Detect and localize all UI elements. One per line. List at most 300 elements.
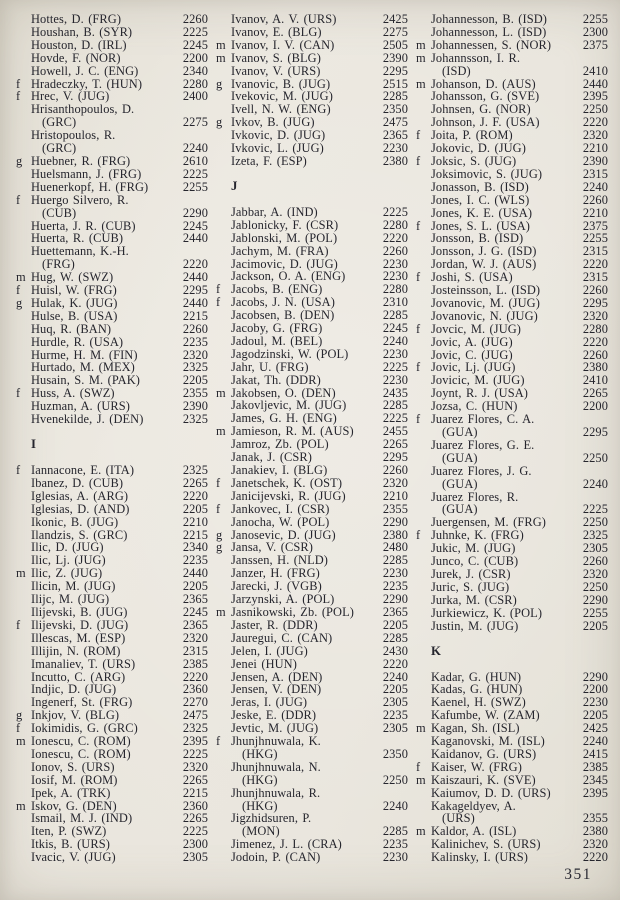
rating-entry — [216, 787, 408, 800]
elo-rating: 2280 — [182, 76, 208, 91]
player-name: Jamieson, R. M. (AUS) — [231, 424, 354, 439]
elo-rating: 2260 — [582, 347, 608, 362]
elo-rating: 2240 — [382, 669, 408, 684]
elo-rating: 2415 — [582, 746, 608, 761]
player-name: Josteinsson, L. (ISD) — [431, 283, 541, 298]
elo-rating: 2325 — [582, 528, 608, 543]
elo-rating: 2230 — [382, 850, 408, 865]
elo-rating: 2290 — [582, 669, 608, 684]
player-country: (GUA) — [442, 450, 478, 465]
player-name: Huerta, J. R. (CUB) — [31, 218, 136, 233]
title-flag: g — [16, 153, 23, 168]
rating-entry — [216, 39, 408, 52]
player-name: Hrisanthopoulos, D. — [31, 102, 135, 117]
title-flag: f — [416, 321, 421, 336]
player-name: Howell, J. C. (ENG) — [31, 63, 139, 78]
player-name: Jones, I. C. (WLS) — [431, 192, 530, 207]
rating-entry — [216, 851, 408, 864]
elo-rating: 2225 — [182, 166, 208, 181]
player-name: Ivanov, A. V. (URS) — [231, 12, 337, 26]
rating-entry — [16, 748, 208, 761]
player-name: Ivanov, I. V. (CAN) — [231, 37, 335, 52]
player-name: Jakovljevic, M. (JUG) — [231, 398, 347, 413]
player-name: Kaenel, H. (SWZ) — [431, 695, 526, 710]
title-flag: f — [216, 734, 221, 749]
page-number: 351 — [564, 866, 592, 883]
elo-rating: 2435 — [382, 385, 408, 400]
elo-rating: 2240 — [582, 179, 608, 194]
rating-entry — [216, 645, 408, 658]
player-name: Jhunjhnuwala, K. — [231, 734, 321, 749]
elo-rating: 2440 — [182, 270, 208, 285]
player-name: Johanson, D. (AUS) — [431, 76, 536, 91]
player-name: Jonasson, B. (ISD) — [431, 179, 529, 194]
elo-rating: 2205 — [382, 617, 408, 632]
player-name: Jovic, C. (JUG) — [431, 347, 513, 362]
elo-rating: 2230 — [582, 695, 608, 710]
player-name: Jordan, W. J. (AUS) — [431, 257, 537, 272]
elo-rating: 2290 — [582, 592, 608, 607]
rating-entry — [216, 606, 408, 619]
title-flag: m — [216, 50, 226, 65]
player-name: Juhnke, K. (FRG) — [431, 528, 524, 543]
player-name: Huss, A. (SWZ) — [31, 386, 115, 401]
elo-rating: 2225 — [382, 359, 408, 374]
player-name: Ivell, N. W. (ENG) — [231, 102, 331, 117]
title-flag: f — [16, 721, 21, 736]
elo-rating: 2225 — [182, 746, 208, 761]
title-flag: m — [16, 270, 26, 285]
rating-entry — [16, 464, 208, 477]
player-name: Huebner, R. (FRG) — [31, 153, 131, 168]
column-1 — [16, 13, 208, 864]
rating-entry — [216, 155, 408, 168]
player-name: Juarez Flores, R. — [431, 489, 519, 504]
rating-entry — [416, 155, 608, 168]
section-header-K: K — [431, 643, 442, 658]
player-name: Illijin, N. (ROM) — [31, 643, 121, 658]
rating-entry — [216, 464, 408, 477]
elo-rating: 2300 — [582, 24, 608, 39]
player-name: Ingenerf, St. (FRG) — [31, 695, 133, 710]
player-name: Husain, S. M. (PAK) — [31, 373, 140, 388]
player-country: (GUA) — [442, 425, 478, 439]
title-flag: f — [16, 76, 21, 91]
elo-rating: 2235 — [382, 708, 408, 723]
elo-rating: 2320 — [582, 128, 608, 143]
title-flag: f — [216, 295, 221, 310]
elo-rating: 2305 — [182, 850, 208, 865]
title-flag: f — [416, 128, 421, 143]
title-flag: g — [16, 295, 23, 310]
player-name: Janicijevski, R. (JUG) — [231, 488, 346, 503]
rating-entry — [416, 568, 608, 581]
player-name: Hulse, B. (USA) — [31, 308, 118, 323]
rating-entry — [16, 13, 208, 26]
elo-rating: 2610 — [182, 153, 208, 168]
player-name: Illescas, M. (ESP) — [31, 630, 126, 645]
player-name: Jovanovic, N. (JUG) — [431, 308, 538, 323]
player-name: Jonsson, B. (ISD) — [431, 231, 524, 246]
player-name: Jigzhidsuren, P. — [231, 811, 312, 826]
player-name: Jurka, M. (CSR) — [431, 592, 517, 607]
elo-rating: 2260 — [182, 321, 208, 336]
elo-rating: 2320 — [582, 308, 608, 323]
player-name: Jarzynski, A. (POL) — [231, 592, 335, 607]
player-name: Jukic, M. (JUG) — [431, 541, 516, 556]
rating-entry — [416, 581, 608, 594]
elo-rating: 2260 — [582, 554, 608, 569]
rating-entry — [16, 787, 208, 800]
elo-rating: 2295 — [382, 450, 408, 465]
elo-rating: 2320 — [382, 475, 408, 490]
rating-entry — [16, 851, 208, 864]
rating-entry — [416, 439, 608, 452]
player-name: Jauregui, C. (CAN) — [231, 630, 333, 645]
player-name: Johannesson, B. (ISD) — [431, 12, 548, 26]
elo-rating: 2325 — [182, 721, 208, 736]
player-name: Imanaliev, T. (URS) — [31, 656, 136, 671]
player-name: Jadoul, M. (BEL) — [231, 333, 323, 348]
elo-rating: 2210 — [182, 514, 208, 529]
elo-rating: 2410 — [582, 63, 608, 78]
player-name: Janosevic, D. (JUG) — [231, 527, 336, 542]
elo-rating: 2350 — [382, 102, 408, 117]
player-name: Jenei (HUN) — [231, 656, 297, 671]
player-name: Kaidanov, G. (URS) — [431, 746, 537, 761]
elo-rating: 2255 — [582, 605, 608, 620]
player-name: Hug, W. (SWZ) — [31, 270, 114, 285]
player-name: Jones, S. L. (USA) — [431, 218, 531, 233]
rating-entry — [16, 477, 208, 490]
elo-rating: 2230 — [382, 141, 408, 156]
elo-rating: 2285 — [382, 824, 408, 839]
player-name: Jurkiewicz, K. (POL) — [431, 605, 543, 620]
player-name: Kaldor, A. (ISL) — [431, 824, 517, 839]
player-name: Kafumbe, W. (ZAM) — [431, 708, 540, 723]
player-name: Jasnikowski, Zb. (POL) — [231, 604, 354, 619]
player-name: Juarez Flores, G. E. — [431, 437, 535, 452]
elo-rating: 2380 — [382, 527, 408, 542]
elo-rating: 2275 — [182, 115, 208, 130]
elo-rating: 2240 — [182, 141, 208, 156]
title-flag: g — [216, 527, 223, 542]
player-name: Ismail, M. J. (IND) — [31, 811, 133, 826]
elo-rating: 2320 — [582, 837, 608, 852]
title-flag: f — [16, 386, 21, 401]
elo-rating: 2290 — [182, 205, 208, 220]
player-name: Jeras, I. (JUG) — [231, 695, 308, 710]
title-flag: m — [16, 734, 26, 749]
elo-rating: 2395 — [182, 734, 208, 749]
player-name: Jodoin, P. (CAN) — [231, 850, 321, 865]
elo-rating: 2220 — [182, 488, 208, 503]
elo-rating: 2340 — [182, 63, 208, 78]
rating-entry — [216, 735, 408, 748]
elo-rating: 2210 — [382, 488, 408, 503]
elo-rating: 2285 — [382, 89, 408, 104]
elo-rating: 2265 — [382, 437, 408, 452]
player-name: Ilic, Lj. (JUG) — [31, 553, 106, 568]
title-flag: m — [16, 566, 26, 581]
elo-rating: 2375 — [582, 218, 608, 233]
player-name: Jacobs, J. N. (USA) — [231, 295, 335, 310]
player-name: Jablonicky, F. (CSR) — [231, 217, 339, 232]
title-flag: f — [216, 475, 221, 490]
rating-entry — [216, 13, 408, 26]
player-name: Ikonic, B. (JUG) — [31, 514, 119, 529]
title-flag: m — [416, 721, 426, 736]
elo-rating: 2245 — [182, 37, 208, 52]
elo-rating: 2390 — [182, 399, 208, 414]
elo-rating: 2365 — [382, 604, 408, 619]
elo-rating: 2365 — [382, 128, 408, 143]
elo-rating: 2325 — [182, 412, 208, 427]
elo-rating: 2240 — [382, 333, 408, 348]
player-name: Janocha, W. (POL) — [231, 514, 330, 529]
player-country: (CUB) — [42, 205, 77, 220]
player-name: Jacimovic, D. (JUG) — [231, 256, 338, 271]
elo-rating: 2380 — [582, 824, 608, 839]
rating-entry — [416, 748, 608, 761]
elo-rating: 2305 — [382, 695, 408, 710]
elo-rating: 2395 — [582, 89, 608, 104]
elo-rating: 2200 — [582, 682, 608, 697]
player-name: Inkjov, V. (BLG) — [31, 708, 120, 723]
player-name: Jimenez, J. L. (CRA) — [231, 837, 342, 852]
elo-rating: 2385 — [182, 656, 208, 671]
player-name: Jakat, Th. (DDR) — [231, 372, 321, 387]
player-name: Ilic, D. (JUG) — [31, 540, 104, 555]
player-name: Ilijevski, D. (JUG) — [31, 617, 129, 632]
elo-rating: 2270 — [182, 695, 208, 710]
player-name: Huergo Silvero, R. — [31, 192, 129, 207]
player-name: Joksimovic, S. (JUG) — [431, 166, 543, 181]
player-country: (URS) — [442, 811, 475, 826]
player-name: Jovanovic, M. (JUG) — [431, 295, 540, 310]
rating-entry — [216, 232, 408, 245]
title-flag: m — [416, 824, 426, 839]
elo-rating: 2325 — [182, 463, 208, 477]
player-name: Hovde, F. (NOR) — [31, 50, 121, 65]
player-name: Izeta, F. (ESP) — [231, 153, 307, 168]
title-flag: m — [416, 37, 426, 52]
elo-rating: 2295 — [382, 63, 408, 78]
elo-rating: 2430 — [382, 643, 408, 658]
rating-entry — [216, 335, 408, 348]
player-name: Janssen, H. (NLD) — [231, 553, 329, 568]
elo-rating: 2225 — [182, 24, 208, 39]
player-name: Huisl, W. (FRG) — [31, 283, 117, 298]
elo-rating: 2285 — [382, 630, 408, 645]
elo-rating: 2285 — [382, 398, 408, 413]
rating-entry — [216, 219, 408, 232]
player-name: Ivanov, E. (BLG) — [231, 24, 322, 39]
player-name: Kalinichev, S. (URS) — [431, 837, 541, 852]
player-name: Jelen, I. (JUG) — [231, 643, 308, 658]
rating-entry — [16, 413, 208, 426]
elo-rating: 2220 — [382, 656, 408, 671]
rating-entry — [16, 155, 208, 168]
rating-entry — [216, 206, 408, 219]
rating-entry-continuation — [16, 207, 208, 220]
rating-entry — [216, 374, 408, 387]
player-name: Janak, J. (CSR) — [231, 450, 312, 465]
player-name: Huenerkopf, H. (FRG) — [31, 179, 149, 194]
player-name: Jabbar, A. (IND) — [231, 204, 318, 219]
elo-rating: 2230 — [382, 256, 408, 271]
elo-rating: 2265 — [182, 772, 208, 787]
player-name: Iten, P. (SWZ) — [31, 824, 107, 839]
elo-rating: 2305 — [382, 721, 408, 736]
elo-rating: 2220 — [582, 257, 608, 272]
player-name: Houshan, B. (SYR) — [31, 24, 133, 39]
elo-rating: 2280 — [382, 217, 408, 232]
player-name: Johannesson, L. (ISD) — [431, 24, 547, 39]
player-country: (HKG) — [242, 772, 278, 787]
rating-entry — [216, 761, 408, 774]
rating-entry — [216, 322, 408, 335]
player-name: Ilic, Z. (JUG) — [31, 566, 103, 581]
elo-rating: 2205 — [582, 708, 608, 723]
elo-rating: 2220 — [382, 230, 408, 245]
rating-entry — [416, 52, 608, 65]
rating-entry — [416, 310, 608, 323]
player-name: Kadas, G. (HUN) — [431, 682, 523, 697]
title-flag: f — [416, 270, 421, 285]
elo-rating: 2355 — [382, 501, 408, 516]
rating-entry — [216, 477, 408, 490]
player-name: Jensen, A. (DEN) — [231, 669, 323, 684]
player-name: Juergensen, M. (FRG) — [431, 515, 546, 530]
elo-rating: 2245 — [182, 218, 208, 233]
elo-rating: 2425 — [382, 12, 408, 26]
rating-entry — [16, 632, 208, 645]
section-header-I: I — [31, 437, 37, 451]
player-name: Jarecki, J. (VGB) — [231, 579, 322, 594]
player-name: Jovic, Lj. (JUG) — [431, 360, 516, 375]
elo-rating: 2385 — [582, 759, 608, 774]
rating-entry — [16, 735, 208, 748]
player-name: Justin, M. (JUG) — [431, 618, 519, 633]
player-name: Iosif, M. (ROM) — [31, 772, 118, 787]
elo-rating: 2320 — [182, 630, 208, 645]
player-name: James, G. H. (ENG) — [231, 411, 337, 426]
player-country: (GRC) — [42, 115, 77, 130]
title-flag: m — [216, 37, 226, 52]
elo-rating: 2390 — [382, 50, 408, 65]
elo-rating: 2220 — [582, 115, 608, 130]
player-name: Jhunjhnuwala, R. — [231, 785, 321, 800]
player-name: Johnson, J. F. (USA) — [431, 115, 540, 130]
player-name: Juarez Flores, C. A. — [431, 412, 535, 427]
rating-entry — [416, 594, 608, 607]
elo-rating: 2300 — [182, 837, 208, 852]
rating-entry — [416, 181, 608, 194]
player-name: Huettemann, K.-H. — [31, 244, 129, 259]
elo-rating: 2235 — [182, 334, 208, 349]
rating-entry — [216, 619, 408, 632]
column-2 — [216, 13, 408, 864]
elo-rating: 2225 — [382, 411, 408, 426]
player-name: Ivanov, S. (BLG) — [231, 50, 321, 65]
title-flag: f — [16, 283, 21, 298]
elo-rating: 2260 — [582, 283, 608, 298]
player-name: Iannacone, E. (ITA) — [31, 463, 135, 477]
player-country: (GUA) — [442, 502, 478, 517]
player-name: Kalinsky, I. (URS) — [431, 850, 529, 865]
elo-rating: 2315 — [182, 643, 208, 658]
rating-entry — [416, 620, 608, 633]
rating-entry — [216, 516, 408, 529]
rating-entry — [416, 284, 608, 297]
elo-rating: 2285 — [382, 553, 408, 568]
elo-rating: 2250 — [582, 579, 608, 594]
title-flag: f — [216, 501, 221, 516]
rating-entry — [16, 323, 208, 336]
player-name: Janetschek, K. (OST) — [231, 475, 343, 490]
elo-rating: 2440 — [582, 76, 608, 91]
rating-entry — [416, 26, 608, 39]
player-name: Ipek, A. (TRK) — [31, 785, 111, 800]
player-name: Joita, P. (ROM) — [431, 128, 513, 143]
player-name: Johansson, G. (SVE) — [431, 89, 540, 104]
elo-rating: 2240 — [582, 734, 608, 749]
elo-rating: 2250 — [582, 450, 608, 465]
rating-entry — [416, 851, 608, 864]
player-name: Jones, K. E. (USA) — [431, 205, 533, 220]
elo-rating: 2455 — [382, 424, 408, 439]
player-country: (MON) — [242, 824, 280, 839]
elo-rating: 2515 — [382, 76, 408, 91]
player-name: Jablonski, M. (POL) — [231, 230, 338, 245]
rating-entry — [16, 645, 208, 658]
rating-entry — [416, 168, 608, 181]
player-name: Hurdle, R. (USA) — [31, 334, 124, 349]
elo-rating: 2440 — [182, 566, 208, 581]
rating-entry — [416, 787, 608, 800]
elo-rating: 2295 — [182, 283, 208, 298]
elo-rating: 2425 — [582, 721, 608, 736]
player-name: Jacobsen, B. (DEN) — [231, 308, 335, 323]
elo-rating: 2440 — [182, 231, 208, 246]
elo-rating: 2225 — [582, 502, 608, 517]
player-name: Kaiser, W. (FRG) — [431, 759, 522, 774]
elo-rating: 2310 — [382, 295, 408, 310]
elo-rating: 2210 — [582, 141, 608, 156]
player-name: Jozsa, C. (HUN) — [431, 399, 518, 414]
player-name: Jokovic, D. (JUG) — [431, 141, 526, 156]
rating-entry-continuation — [416, 65, 608, 78]
player-name: Jeske, E. (DDR) — [231, 708, 317, 723]
elo-rating: 2205 — [182, 579, 208, 594]
elo-rating: 2220 — [582, 334, 608, 349]
elo-rating: 2220 — [182, 669, 208, 684]
player-name: Ibanez, D. (CUB) — [31, 475, 124, 490]
elo-rating: 2260 — [382, 463, 408, 477]
player-name: Ilijc, M. (JUG) — [31, 592, 110, 607]
title-flag: f — [16, 463, 21, 477]
elo-rating: 2235 — [182, 553, 208, 568]
elo-rating: 2320 — [582, 566, 608, 581]
player-name: Kagan, Sh. (ISL) — [431, 721, 520, 736]
rating-entry — [216, 503, 408, 516]
player-name: Hurtado, M. (MEX) — [31, 360, 135, 375]
elo-rating: 2250 — [582, 515, 608, 530]
title-flag: m — [416, 76, 426, 91]
title-flag: m — [216, 385, 226, 400]
rating-entry — [216, 245, 408, 258]
